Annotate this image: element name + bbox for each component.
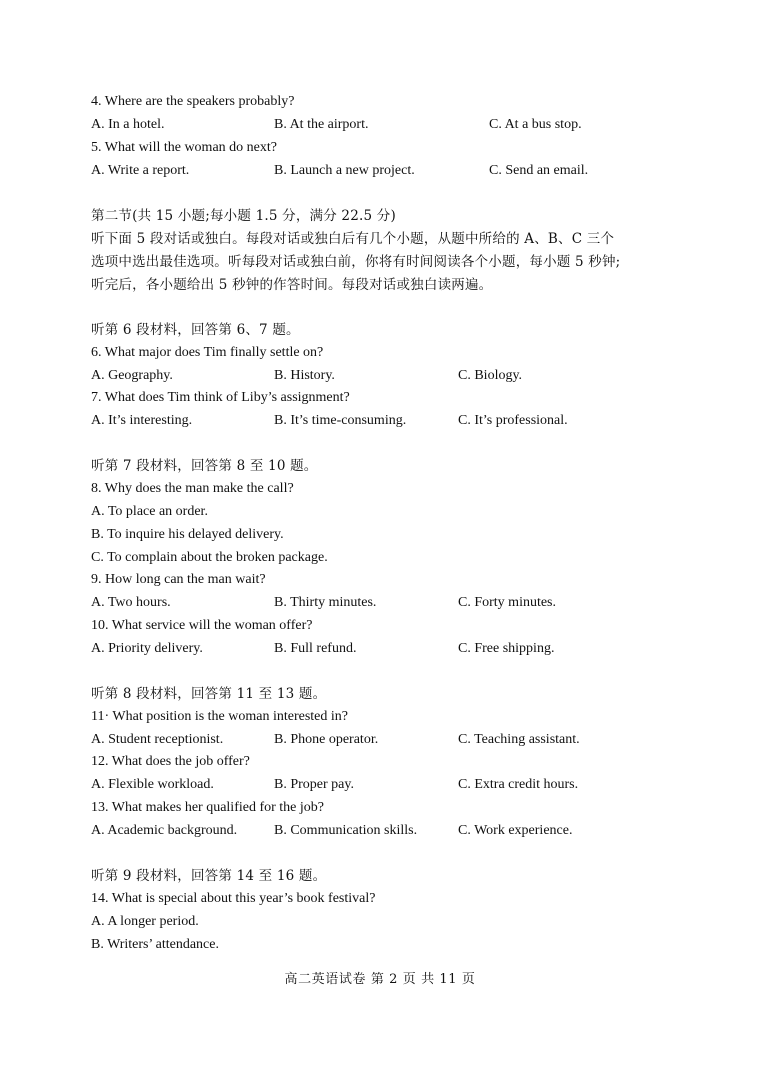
- question-13-stem: 13. What makes her qualified for the job?: [91, 800, 324, 815]
- option-a: A. Two hours.: [91, 595, 171, 610]
- option-c: C. At a bus stop.: [489, 117, 582, 132]
- question-6-options: [91, 367, 711, 385]
- question-10-stem: 10. What service will the woman offer?: [91, 618, 313, 633]
- section-instructions-1: 听下面 5 段对话或独白。每段对话或独白后有几个小题，从题中所给的 A、B、C 三个: [91, 231, 615, 247]
- question-8-option-a: A. To place an order.: [91, 504, 208, 519]
- option-c: C. Extra credit hours.: [458, 777, 579, 792]
- option-a: A. It’s interesting.: [91, 413, 193, 428]
- question-10-options: [91, 640, 711, 658]
- section-instructions-2: 选项中选出最佳选项。听每段对话或独白前，你将有时间阅读各个小题，每小题 5 秒钟;: [91, 254, 621, 270]
- option-b: B. Phone operator.: [274, 732, 379, 747]
- option-a: A. Priority delivery.: [91, 641, 203, 656]
- option-c: C. Biology.: [458, 368, 523, 383]
- material-6-header: 听第 6 段材料，回答第 6、7 题。: [91, 322, 300, 338]
- option-c: C. Teaching assistant.: [458, 732, 580, 747]
- option-b: B. Communication skills.: [274, 823, 418, 838]
- option-b: B. Thirty minutes.: [274, 595, 377, 610]
- material-9-header: 听第 9 段材料，回答第 14 至 16 题。: [91, 868, 327, 884]
- question-9-stem: 9. How long can the man wait?: [91, 572, 266, 587]
- question-5-stem: 5. What will the woman do next?: [91, 140, 277, 155]
- question-11-options: [91, 731, 711, 749]
- option-b: B. History.: [274, 368, 335, 383]
- question-8-option-b: B. To inquire his delayed delivery.: [91, 527, 284, 542]
- option-c: C. Free shipping.: [458, 641, 555, 656]
- question-14-option-b: B. Writers’ attendance.: [91, 937, 219, 952]
- question-8-stem: 8. Why does the man make the call?: [91, 481, 294, 496]
- question-4-stem: 4. Where are the speakers probably?: [91, 94, 295, 109]
- question-7-options: [91, 412, 711, 430]
- option-b: B. Full refund.: [274, 641, 357, 656]
- option-a: A. Academic background.: [91, 823, 238, 838]
- question-11-stem: 11· What position is the woman interested in?: [91, 709, 349, 724]
- option-a: A. Geography.: [91, 368, 173, 383]
- option-a: A. Student receptionist.: [91, 732, 224, 747]
- option-b: B. At the airport.: [274, 117, 369, 132]
- question-5-options: [91, 162, 711, 180]
- section-instructions-3: 听完后，各小题给出 5 秒钟的作答时间。每段对话或独白读两遍。: [91, 277, 493, 293]
- page-footer: 高二英语试卷 第 2 页 共 11 页: [284, 972, 476, 987]
- question-13-options: [91, 822, 711, 840]
- question-12-stem: 12. What does the job offer?: [91, 754, 250, 769]
- question-4-options: [91, 116, 711, 134]
- question-12-options: [91, 776, 711, 794]
- option-c: C. Work experience.: [458, 823, 573, 838]
- option-a: A. In a hotel.: [91, 117, 165, 132]
- option-b: B. Launch a new project.: [274, 163, 415, 178]
- option-b: B. Proper pay.: [274, 777, 354, 792]
- question-8-option-c: C. To complain about the broken package.: [91, 550, 328, 565]
- option-b: B. It’s time-consuming.: [274, 413, 407, 428]
- option-a: A. Write a report.: [91, 163, 190, 178]
- question-14-stem: 14. What is special about this year’s book festival?: [91, 891, 376, 906]
- question-7-stem: 7. What does Tim think of Liby’s assignment?: [91, 390, 350, 405]
- option-c: C. Send an email.: [489, 163, 589, 178]
- option-a: A. Flexible workload.: [91, 777, 214, 792]
- option-c: C. It’s professional.: [458, 413, 568, 428]
- material-8-header: 听第 8 段材料，回答第 11 至 13 题。: [91, 686, 327, 702]
- question-6-stem: 6. What major does Tim finally settle on?: [91, 345, 324, 360]
- section-heading: 第二节(共 15 小题;每小题 1.5 分，满分 22.5 分): [91, 208, 396, 224]
- option-c: C. Forty minutes.: [458, 595, 557, 610]
- question-14-option-a: A. A longer period.: [91, 914, 199, 929]
- question-9-options: [91, 594, 711, 612]
- material-7-header: 听第 7 段材料，回答第 8 至 10 题。: [91, 458, 318, 474]
